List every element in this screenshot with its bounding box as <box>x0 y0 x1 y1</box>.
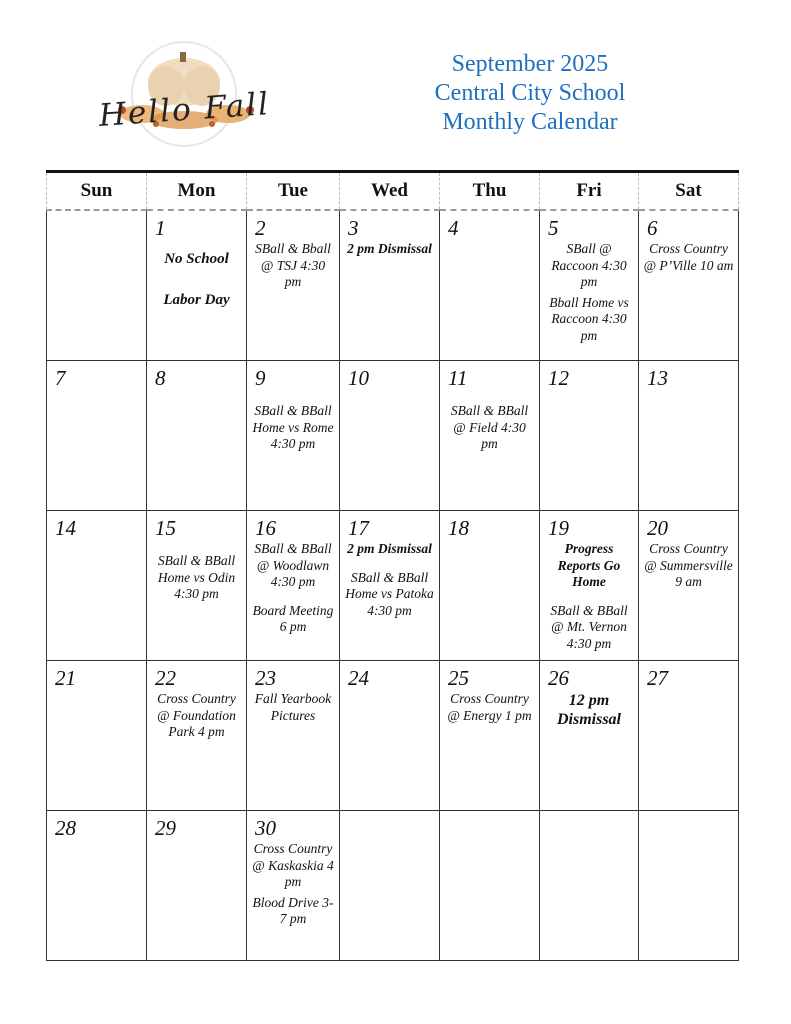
calendar-event: Bball Home vs Raccoon 4:30 pm <box>549 294 629 343</box>
day-number: 21 <box>55 666 76 690</box>
weekday-sat: Sat <box>639 172 739 211</box>
day-number: 13 <box>647 366 668 390</box>
day-number: 28 <box>55 816 76 840</box>
calendar-event: SBall & BBall Home vs Rome 4:30 pm <box>252 403 334 451</box>
day-cell-1 <box>147 210 247 361</box>
calendar-event: Cross Country @ Kaskaskia 4 pm <box>252 841 334 889</box>
day-events <box>544 541 634 656</box>
calendar-event: Cross Country @ Summersville 9 am <box>644 541 733 589</box>
day-events <box>444 691 535 728</box>
weekday-thu: Thu <box>440 172 540 211</box>
day-number: 8 <box>155 366 166 390</box>
day-cell-20 <box>639 511 739 661</box>
day-events <box>151 241 242 323</box>
calendar-event: SBall & BBall @ Woodlawn 4:30 pm <box>254 541 332 589</box>
day-number: 30 <box>255 816 276 840</box>
calendar-event: SBall & BBall @ Field 4:30 pm <box>450 403 529 451</box>
day-cell-30 <box>247 811 340 961</box>
calendar-event: Cross Country @ Energy 1 pm <box>447 691 532 723</box>
day-number: 16 <box>255 516 276 540</box>
logo-text: Hello Fall <box>97 86 272 134</box>
day-number: 2 <box>255 216 266 240</box>
day-cell-3 <box>340 210 440 361</box>
day-cell-4 <box>440 210 540 361</box>
day-number: 3 <box>348 216 359 240</box>
week-row <box>47 361 739 511</box>
day-number: 27 <box>647 666 668 690</box>
day-number: 14 <box>55 516 76 540</box>
calendar-event: No School <box>164 251 229 267</box>
day-number: 7 <box>55 366 66 390</box>
day-cell-22 <box>147 661 247 811</box>
day-events <box>251 391 335 457</box>
day-number: 20 <box>647 516 668 540</box>
day-number: 23 <box>255 666 276 690</box>
page-title <box>390 50 670 137</box>
day-cell-15 <box>147 511 247 661</box>
day-events <box>251 541 335 640</box>
day-cell-12 <box>540 361 639 511</box>
calendar-event: Labor Day <box>163 292 230 308</box>
day-cell-19 <box>540 511 639 661</box>
day-events <box>251 241 335 295</box>
title-school: Central City School <box>434 80 626 106</box>
calendar-event: SBall & BBall Home vs Patoka 4:30 pm <box>345 569 434 618</box>
day-cell-2 <box>247 210 340 361</box>
day-number: 25 <box>448 666 469 690</box>
empty-day-cell <box>340 811 440 961</box>
empty-day-cell <box>47 210 147 361</box>
day-cell-21 <box>47 661 147 811</box>
day-number: 9 <box>255 366 266 390</box>
day-events <box>251 691 335 728</box>
weekday-header-row <box>47 172 739 211</box>
day-cell-18 <box>440 511 540 661</box>
day-cell-7 <box>47 361 147 511</box>
day-cell-9 <box>247 361 340 511</box>
weekday-mon: Mon <box>147 172 247 211</box>
empty-day-cell <box>639 811 739 961</box>
calendar-event: SBall & Bball @ TSJ 4:30 pm <box>255 241 331 289</box>
empty-day-cell <box>440 811 540 961</box>
week-row <box>47 511 739 661</box>
day-cell-5 <box>540 210 639 361</box>
day-number: 5 <box>548 216 559 240</box>
day-number: 12 <box>548 366 569 390</box>
calendar-event: SBall & BBall Home vs Odin 4:30 pm <box>157 553 236 601</box>
day-events <box>151 541 242 607</box>
calendar-event: Board Meeting 6 pm <box>252 602 334 634</box>
day-cell-28 <box>47 811 147 961</box>
weekday-sun: Sun <box>47 172 147 211</box>
day-number: 29 <box>155 816 176 840</box>
calendar-event: Progress Reports Go Home <box>557 541 621 589</box>
day-number: 1 <box>155 216 166 240</box>
day-cell-8 <box>147 361 247 511</box>
calendar-event: Cross Country @ Foundation Park 4 pm <box>157 691 236 739</box>
calendar-event: 12 pm Dismissal <box>556 692 621 728</box>
day-number: 15 <box>155 516 176 540</box>
day-cell-27 <box>639 661 739 811</box>
day-events <box>344 241 435 262</box>
calendar-event: SBall @ Raccoon 4:30 pm <box>551 241 627 289</box>
weekday-fri: Fri <box>540 172 639 211</box>
weekday-tue: Tue <box>247 172 340 211</box>
calendar-event: 2 pm Dismissal <box>347 241 432 256</box>
empty-day-cell <box>540 811 639 961</box>
day-events <box>643 241 734 278</box>
day-cell-24 <box>340 661 440 811</box>
day-number: 6 <box>647 216 658 240</box>
week-row <box>47 811 739 961</box>
day-cell-10 <box>340 361 440 511</box>
day-events <box>643 541 734 595</box>
day-cell-11 <box>440 361 540 511</box>
day-events <box>344 541 435 623</box>
day-cell-13 <box>639 361 739 511</box>
day-cell-14 <box>47 511 147 661</box>
title-calendar: Monthly Calendar <box>442 109 618 135</box>
day-cell-6 <box>639 210 739 361</box>
day-number: 22 <box>155 666 176 690</box>
day-number: 24 <box>348 666 369 690</box>
calendar-event: Fall Yearbook Pictures <box>254 691 332 723</box>
calendar-event: SBall & BBall @ Mt. Vernon 4:30 pm <box>550 602 628 651</box>
calendar-event: 2 pm Dismissal <box>347 541 432 556</box>
calendar-event: Blood Drive 3-7 pm <box>252 894 334 926</box>
day-number: 17 <box>348 516 369 540</box>
day-events <box>251 841 335 932</box>
day-cell-25 <box>440 661 540 811</box>
day-events <box>151 691 242 745</box>
day-events <box>544 691 634 733</box>
hello-fall-logo <box>82 40 287 148</box>
day-cell-23 <box>247 661 340 811</box>
day-cell-17 <box>340 511 440 661</box>
day-events <box>544 241 634 348</box>
week-row <box>47 661 739 811</box>
day-cell-16 <box>247 511 340 661</box>
day-number: 18 <box>448 516 469 540</box>
title-month: September 2025 <box>451 51 609 77</box>
day-cell-26 <box>540 661 639 811</box>
calendar-grid <box>46 170 739 961</box>
day-events <box>444 391 535 457</box>
day-number: 19 <box>548 516 569 540</box>
day-number: 26 <box>548 666 569 690</box>
weekday-wed: Wed <box>340 172 440 211</box>
week-row <box>47 210 739 361</box>
day-number: 10 <box>348 366 369 390</box>
calendar-event: Cross Country @ P’Ville 10 am <box>643 241 734 273</box>
day-number: 11 <box>448 366 468 390</box>
day-cell-29 <box>147 811 247 961</box>
day-number: 4 <box>448 216 459 240</box>
